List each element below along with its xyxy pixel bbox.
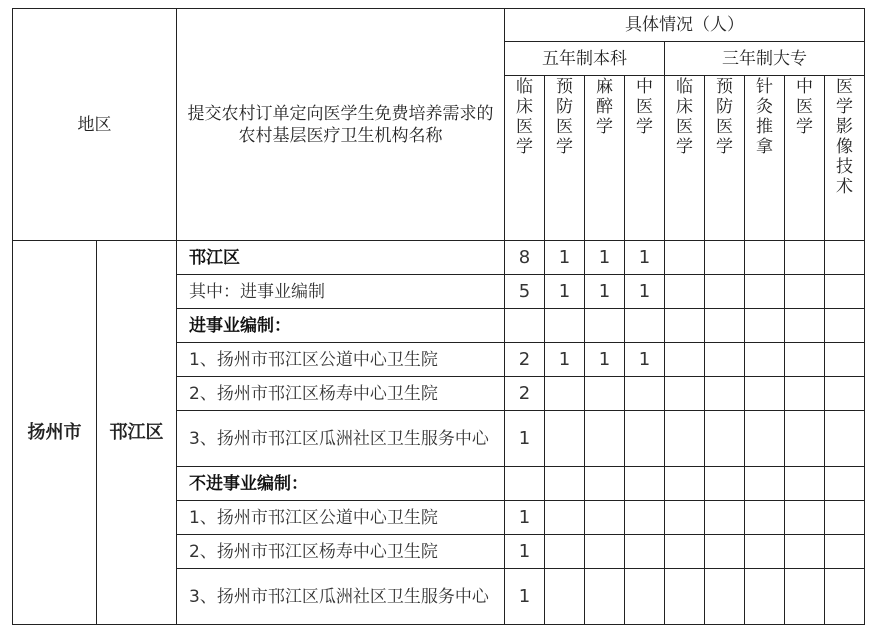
quota-table — [12, 8, 865, 625]
value-cell — [825, 377, 865, 411]
value-cell — [785, 377, 825, 411]
value-cell — [665, 535, 705, 569]
value-cell — [705, 309, 745, 343]
three-year-header: 三年制大专 — [665, 42, 865, 76]
institution-name: 不进事业编制： — [177, 467, 505, 501]
details-header: 具体情况（人） — [505, 9, 865, 42]
institution-header: 提交农村订单定向医学生免费培养需求的农村基层医疗卫生机构名称 — [177, 9, 505, 241]
value-cell: 2 — [505, 377, 545, 411]
value-cell — [705, 343, 745, 377]
value-cell: 5 — [505, 275, 545, 309]
value-cell — [625, 309, 665, 343]
value-cell — [785, 569, 825, 625]
value-cell — [505, 309, 545, 343]
value-cell — [785, 535, 825, 569]
value-cell — [545, 411, 585, 467]
value-cell: 2 — [505, 343, 545, 377]
value-cell: 1 — [505, 535, 545, 569]
institution-name: 2、扬州市邗江区杨寿中心卫生院 — [177, 535, 505, 569]
value-cell — [825, 343, 865, 377]
value-cell — [705, 411, 745, 467]
value-cell — [785, 241, 825, 275]
three-year-col-header: 预 防 医 学 — [705, 76, 745, 241]
value-cell — [785, 411, 825, 467]
value-cell — [705, 501, 745, 535]
value-cell — [545, 309, 585, 343]
value-cell — [745, 343, 785, 377]
value-cell — [745, 275, 785, 309]
district-cell: 邗江区 — [97, 241, 177, 625]
value-cell: 1 — [585, 343, 625, 377]
value-cell — [545, 467, 585, 501]
value-cell — [705, 535, 745, 569]
value-cell: 1 — [625, 275, 665, 309]
value-cell — [745, 501, 785, 535]
value-cell: 1 — [505, 569, 545, 625]
value-cell — [745, 535, 785, 569]
three-year-col-header: 针 灸 推 拿 — [745, 76, 785, 241]
value-cell — [745, 569, 785, 625]
value-cell — [825, 275, 865, 309]
value-cell — [745, 377, 785, 411]
value-cell — [745, 467, 785, 501]
five-year-col-header: 中 医 学 — [625, 76, 665, 241]
institution-name: 进事业编制： — [177, 309, 505, 343]
value-cell — [625, 467, 665, 501]
value-cell — [745, 309, 785, 343]
value-cell — [585, 411, 625, 467]
value-cell: 1 — [585, 275, 625, 309]
value-cell — [745, 411, 785, 467]
value-cell — [625, 501, 665, 535]
institution-name: 邗江区 — [177, 241, 505, 275]
value-cell — [665, 501, 705, 535]
institution-name: 3、扬州市邗江区瓜洲社区卫生服务中心 — [177, 411, 505, 467]
three-year-col-header: 中 医 学 — [785, 76, 825, 241]
institution-name: 1、扬州市邗江区公道中心卫生院 — [177, 343, 505, 377]
five-year-col-header: 麻 醉 学 — [585, 76, 625, 241]
value-cell: 1 — [505, 501, 545, 535]
value-cell: 1 — [505, 411, 545, 467]
value-cell — [585, 535, 625, 569]
value-cell — [825, 309, 865, 343]
value-cell — [705, 467, 745, 501]
value-cell — [625, 411, 665, 467]
value-cell — [785, 275, 825, 309]
three-year-col-header: 临 床 医 学 — [665, 76, 705, 241]
value-cell — [665, 343, 705, 377]
value-cell — [705, 569, 745, 625]
value-cell — [545, 377, 585, 411]
value-cell — [585, 501, 625, 535]
value-cell — [665, 241, 705, 275]
value-cell — [585, 309, 625, 343]
city-cell: 扬州市 — [13, 241, 97, 625]
value-cell — [665, 309, 705, 343]
value-cell — [625, 377, 665, 411]
five-year-col-header: 临 床 医 学 — [505, 76, 545, 241]
table-row — [13, 241, 865, 275]
value-cell — [825, 411, 865, 467]
value-cell — [785, 467, 825, 501]
value-cell — [505, 467, 545, 501]
value-cell — [705, 275, 745, 309]
value-cell — [665, 377, 705, 411]
value-cell — [785, 501, 825, 535]
value-cell — [745, 241, 785, 275]
value-cell — [585, 377, 625, 411]
region-header: 地区 — [13, 9, 177, 241]
value-cell — [825, 535, 865, 569]
five-year-header: 五年制本科 — [505, 42, 665, 76]
value-cell — [825, 501, 865, 535]
value-cell — [825, 569, 865, 625]
value-cell: 1 — [585, 241, 625, 275]
value-cell — [665, 411, 705, 467]
value-cell — [625, 569, 665, 625]
value-cell: 1 — [545, 275, 585, 309]
value-cell — [705, 241, 745, 275]
value-cell — [705, 377, 745, 411]
value-cell — [545, 569, 585, 625]
value-cell — [665, 275, 705, 309]
value-cell: 1 — [625, 343, 665, 377]
value-cell: 8 — [505, 241, 545, 275]
value-cell — [665, 569, 705, 625]
value-cell — [665, 467, 705, 501]
five-year-col-header: 预 防 医 学 — [545, 76, 585, 241]
institution-name: 其中：进事业编制 — [177, 275, 505, 309]
value-cell — [545, 501, 585, 535]
value-cell: 1 — [625, 241, 665, 275]
value-cell — [625, 535, 665, 569]
value-cell — [545, 535, 585, 569]
institution-name: 1、扬州市邗江区公道中心卫生院 — [177, 501, 505, 535]
value-cell — [785, 309, 825, 343]
value-cell — [785, 343, 825, 377]
value-cell — [825, 467, 865, 501]
institution-name: 2、扬州市邗江区杨寿中心卫生院 — [177, 377, 505, 411]
value-cell — [585, 569, 625, 625]
institution-name: 3、扬州市邗江区瓜洲社区卫生服务中心 — [177, 569, 505, 625]
value-cell: 1 — [545, 241, 585, 275]
three-year-col-header: 医 学 影 像 技 术 — [825, 76, 865, 241]
value-cell — [585, 467, 625, 501]
value-cell: 1 — [545, 343, 585, 377]
value-cell — [825, 241, 865, 275]
